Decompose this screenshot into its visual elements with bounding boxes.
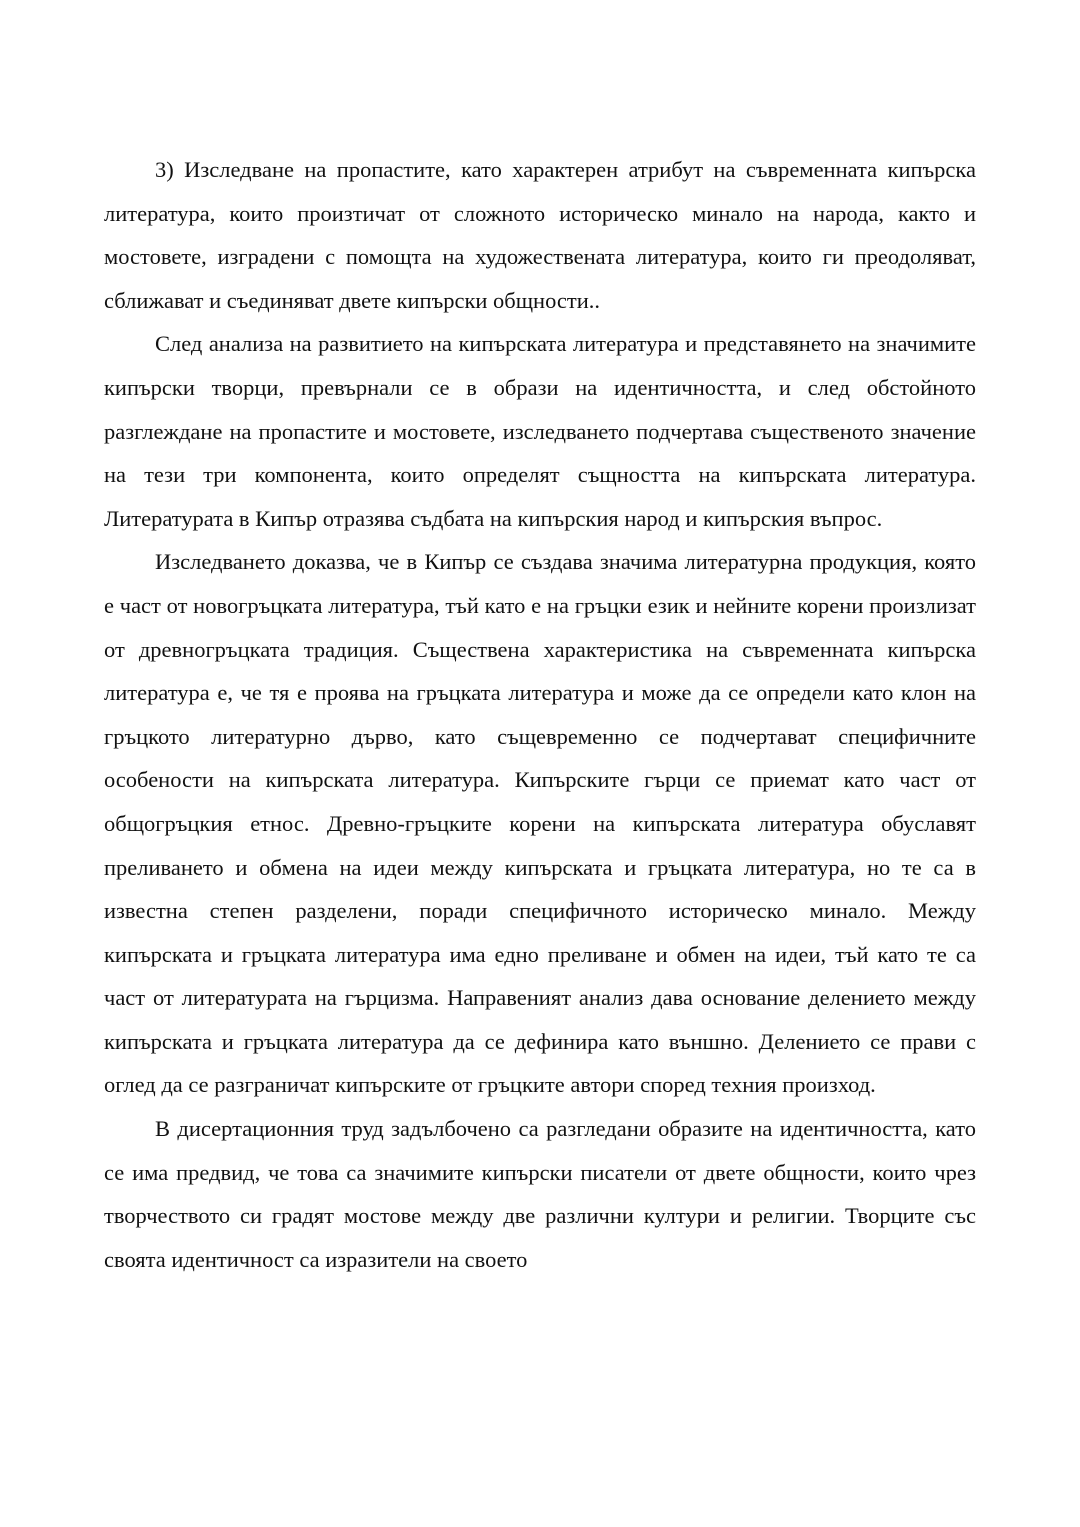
- body-text: [104, 148, 976, 1281]
- paragraph-2: След анализа на развитието на кипърската литература и представянето на значимите кипърски творци, превърнали се в образи на идентичността, и след обстойното разглеждане на пропастите и мостовете, изследването подчертава същественото значение на тези три компонента, които определят същността на кипърската литература. Литературата в Кипър отразява съдбата на кипърския народ и кипърския въпрос.: [104, 331, 976, 531]
- paragraph-4: В дисертационния труд задълбочено са разгледани образите на идентичността, като се има предвид, че това са значимите кипърски писатели от двете общности, които чрез творчеството си градят мостове между две различни култури и религии. Творците със своята идентичност са изразители на своето: [104, 1116, 976, 1272]
- paragraph-3: Изследването доказва, че в Кипър се създава значима литературна продукция, която е част от новогръцката литература, тъй като е на гръцки език и нейните корени произлизат от древногръцката традиция. Съществена характеристика на съвременната кипърска литература е, че тя е проява на гръцката литература и може да се определи като клон на гръцкото литературно дърво, като същевременно се подчертават специфичните особености на кипърската литература. Кипърските гърци се приемат като част от общогръцкия етнос. Древно-гръцките корени на кипърската литература обуславят преливането и обмена на идеи между кипърската и гръцката литература, но те са в известна степен разделени, поради специфичното историческо минало. Между кипърската и гръцката литература има едно преливане и обмен на идеи, тъй като те са част от литературата на гърцизма. Направеният анализ дава основание делението между кипърската и гръцката литература да се дефинира като външно. Делението се прави с оглед да се разграничат кипърските от гръцките автори според техния произход.: [104, 549, 976, 1098]
- paragraph-1: 3) Изследване на пропастите, като характерен атрибут на съвременната кипърска литература, които произтичат от сложното историческо минало на народа, както и мостовете, изградени с помощта на художествената литература, които ги преодоляват, сближават и съединяват двете кипърски общности..: [104, 157, 976, 313]
